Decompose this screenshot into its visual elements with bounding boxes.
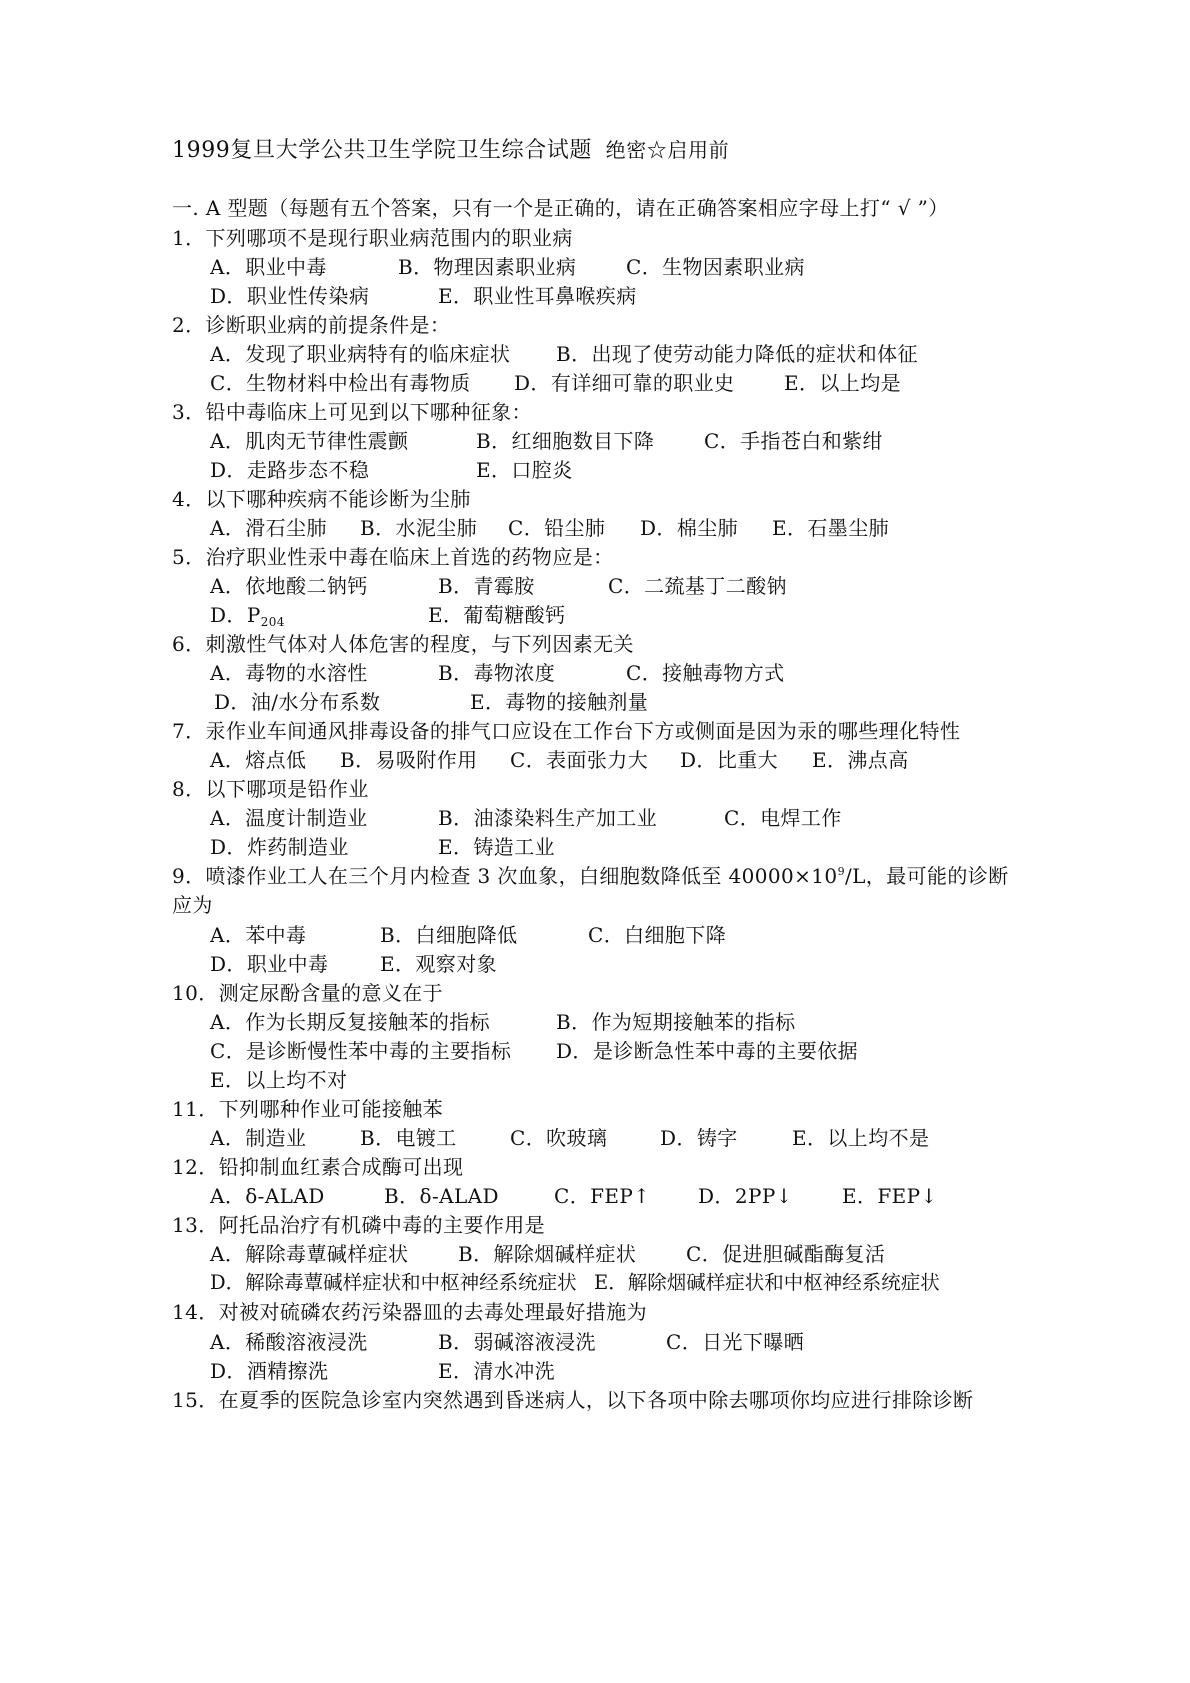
question-5-stem: 5．治疗职业性汞中毒在临床上首选的药物应是： bbox=[172, 545, 614, 569]
question-9-option-b: B．白细胞降低 bbox=[380, 923, 518, 947]
question-3-option-e: E．口腔炎 bbox=[476, 458, 573, 482]
question-3-option-a: A．肌肉无节律性震颤 bbox=[210, 429, 409, 453]
question-1-option-e: E．职业性耳鼻喉疾病 bbox=[438, 284, 637, 308]
question-11-option-a: A．制造业 bbox=[210, 1126, 307, 1150]
question-2-option-e: E．以上均是 bbox=[784, 371, 901, 395]
title-text: 1999复旦大学公共卫生学院卫生综合试题 bbox=[172, 138, 592, 163]
question-8-stem: 8．以下哪项是铅作业 bbox=[172, 777, 369, 801]
question-5-option-a: A．依地酸二钠钙 bbox=[210, 574, 368, 598]
question-5-option-e: E．葡萄糖酸钙 bbox=[428, 603, 566, 627]
question-14-option-d: D．酒精擦洗 bbox=[210, 1359, 329, 1383]
question-1-option-d: D．职业性传染病 bbox=[210, 284, 370, 308]
question-13-option-e: E．解除烟碱样症状和中枢神经系统症状 bbox=[594, 1271, 940, 1294]
question-9-option-c: C．白细胞下降 bbox=[588, 923, 727, 947]
question-9-option-e: E．观察对象 bbox=[380, 952, 497, 976]
question-13-stem: 13．阿托品治疗有机磷中毒的主要作用是 bbox=[172, 1213, 546, 1237]
section-heading: 一. A 型题（每题有五个答案，只有一个是正确的，请在正确答案相应字母上打“ √ ”） bbox=[172, 196, 949, 220]
question-10-option-b: B．作为短期接触苯的指标 bbox=[556, 1010, 796, 1034]
question-9-option-d: D．职业中毒 bbox=[210, 952, 329, 976]
question-6-option-d: D．油/水分布系数 bbox=[214, 690, 381, 714]
question-6-stem: 6．刺激性气体对人体危害的程度，与下列因素无关 bbox=[172, 632, 634, 656]
question-6-option-a: A．毒物的水溶性 bbox=[210, 661, 368, 685]
question-3-option-c: C．手指苍白和紫绀 bbox=[704, 429, 883, 453]
question-7-option-b: B．易吸附作用 bbox=[340, 748, 478, 772]
question-12-option-b: B．δ-ALAD bbox=[384, 1184, 499, 1208]
question-15-stem: 15．在夏季的医院急诊室内突然遇到昏迷病人，以下各项中除去哪项你均应进行排除诊断 bbox=[172, 1388, 974, 1412]
question-12-stem: 12．铅抑制血红素合成酶可出现 bbox=[172, 1155, 464, 1179]
exam-title bbox=[172, 138, 729, 163]
question-11-option-e: E．以上均不是 bbox=[792, 1126, 930, 1150]
question-1-option-b: B．物理因素职业病 bbox=[398, 255, 577, 279]
question-14-stem: 14．对被对硫磷农药污染器皿的去毒处理最好措施为 bbox=[172, 1300, 648, 1324]
question-5-option-b: B．青霉胺 bbox=[438, 574, 535, 598]
question-2-option-a: A．发现了职业病特有的临床症状 bbox=[210, 342, 511, 366]
question-12-option-d: D．2PP↓ bbox=[698, 1184, 793, 1208]
question-9-stem-start: 9．喷漆作业工人在三个月内检查 3 次血象，白细胞数降低至 40000×10 bbox=[172, 864, 838, 888]
question-14-option-e: E．清水冲洗 bbox=[438, 1359, 555, 1383]
question-5-option-d bbox=[210, 603, 285, 627]
question-14-option-c: C．日光下曝晒 bbox=[666, 1330, 805, 1354]
question-4-stem: 4．以下哪种疾病不能诊断为尘肺 bbox=[172, 487, 471, 511]
question-12-option-e: E．FEP↓ bbox=[842, 1184, 938, 1208]
question-13-option-a: A．解除毒蕈碱样症状 bbox=[210, 1242, 409, 1266]
question-6-option-e: E．毒物的接触剂量 bbox=[470, 690, 649, 714]
question-4-option-a: A．滑石尘肺 bbox=[210, 516, 327, 540]
question-13-option-b: B．解除烟碱样症状 bbox=[458, 1242, 637, 1266]
question-1-option-c: C．生物因素职业病 bbox=[626, 255, 805, 279]
question-6-option-b: B．毒物浓度 bbox=[438, 661, 556, 685]
question-7-option-c: C．表面张力大 bbox=[510, 748, 649, 772]
question-13-option-c: C．促进胆碱酯酶复活 bbox=[686, 1242, 886, 1266]
question-4-option-c: C．铅尘肺 bbox=[508, 516, 606, 540]
question-9-stem bbox=[172, 864, 1009, 888]
question-8-option-a: A．温度计制造业 bbox=[210, 806, 368, 830]
question-8-option-e: E．铸造工业 bbox=[438, 835, 555, 859]
question-14-option-a: A．稀酸溶液浸洗 bbox=[210, 1330, 368, 1354]
question-10-option-d: D．是诊断急性苯中毒的主要依据 bbox=[556, 1039, 859, 1063]
question-11-option-d: D．铸字 bbox=[660, 1126, 738, 1150]
question-5-option-c: C．二巯基丁二酸钠 bbox=[608, 574, 787, 598]
question-5-option-d-text: D．P bbox=[210, 603, 261, 627]
question-3-stem: 3．铅中毒临床上可见到以下哪种征象： bbox=[172, 400, 532, 424]
question-14-option-b: B．弱碱溶液浸洗 bbox=[438, 1330, 596, 1354]
question-9-stem-end: /L，最可能的诊断 bbox=[844, 864, 1009, 888]
question-11-stem: 11．下列哪种作业可能接触苯 bbox=[172, 1097, 444, 1121]
question-7-option-d: D．比重大 bbox=[680, 748, 779, 772]
question-12-option-a: A．δ-ALAD bbox=[210, 1184, 325, 1208]
question-8-option-d: D．炸药制造业 bbox=[210, 835, 349, 859]
question-9-option-a: A．苯中毒 bbox=[210, 923, 307, 947]
question-7-stem: 7．汞作业车间通风排毒设备的排气口应设在工作台下方或侧面是因为汞的哪些理化特性 bbox=[172, 719, 961, 743]
question-4-option-d: D．棉尘肺 bbox=[640, 516, 739, 540]
confidential-note: 绝密☆启用前 bbox=[605, 138, 730, 162]
question-2-stem: 2．诊断职业病的前提条件是： bbox=[172, 313, 451, 337]
question-8-option-b: B．油漆染料生产加工业 bbox=[438, 806, 658, 830]
question-10-option-e: E．以上均不对 bbox=[210, 1068, 348, 1092]
question-11-option-c: C．吹玻璃 bbox=[510, 1126, 608, 1150]
question-7-option-e: E．沸点高 bbox=[812, 748, 909, 772]
question-1-option-a: A．职业中毒 bbox=[210, 255, 327, 279]
question-3-option-b: B．红细胞数目下降 bbox=[476, 429, 655, 453]
question-2-option-b: B．出现了使劳动能力降低的症状和体征 bbox=[556, 342, 918, 366]
question-9-stem-superscript: 9 bbox=[837, 865, 845, 878]
question-5-option-d-subscript: 204 bbox=[260, 615, 285, 629]
question-8-option-c: C．电焊工作 bbox=[724, 806, 842, 830]
question-9-stem-line2: 应为 bbox=[172, 893, 213, 917]
question-12-option-c: C．FEP↑ bbox=[554, 1184, 651, 1208]
question-13-option-d: D．解除毒蕈碱样症状和中枢神经系统症状 bbox=[210, 1271, 577, 1294]
question-10-option-a: A．作为长期反复接触苯的指标 bbox=[210, 1010, 491, 1034]
question-10-option-c: C．是诊断慢性苯中毒的主要指标 bbox=[210, 1039, 512, 1063]
question-10-stem: 10．测定尿酚含量的意义在于 bbox=[172, 981, 444, 1005]
question-7-option-a: A．熔点低 bbox=[210, 748, 307, 772]
question-6-option-c: C．接触毒物方式 bbox=[626, 661, 785, 685]
question-3-option-d: D．走路步态不稳 bbox=[210, 458, 370, 482]
question-1-stem: 1．下列哪项不是现行职业病范围内的职业病 bbox=[172, 226, 573, 250]
question-11-option-b: B．电镀工 bbox=[360, 1126, 457, 1150]
question-2-option-c: C．生物材料中检出有毒物质 bbox=[210, 371, 471, 395]
question-2-option-d: D．有详细可靠的职业史 bbox=[514, 371, 735, 395]
question-4-option-e: E．石墨尘肺 bbox=[772, 516, 889, 540]
question-4-option-b: B．水泥尘肺 bbox=[360, 516, 478, 540]
